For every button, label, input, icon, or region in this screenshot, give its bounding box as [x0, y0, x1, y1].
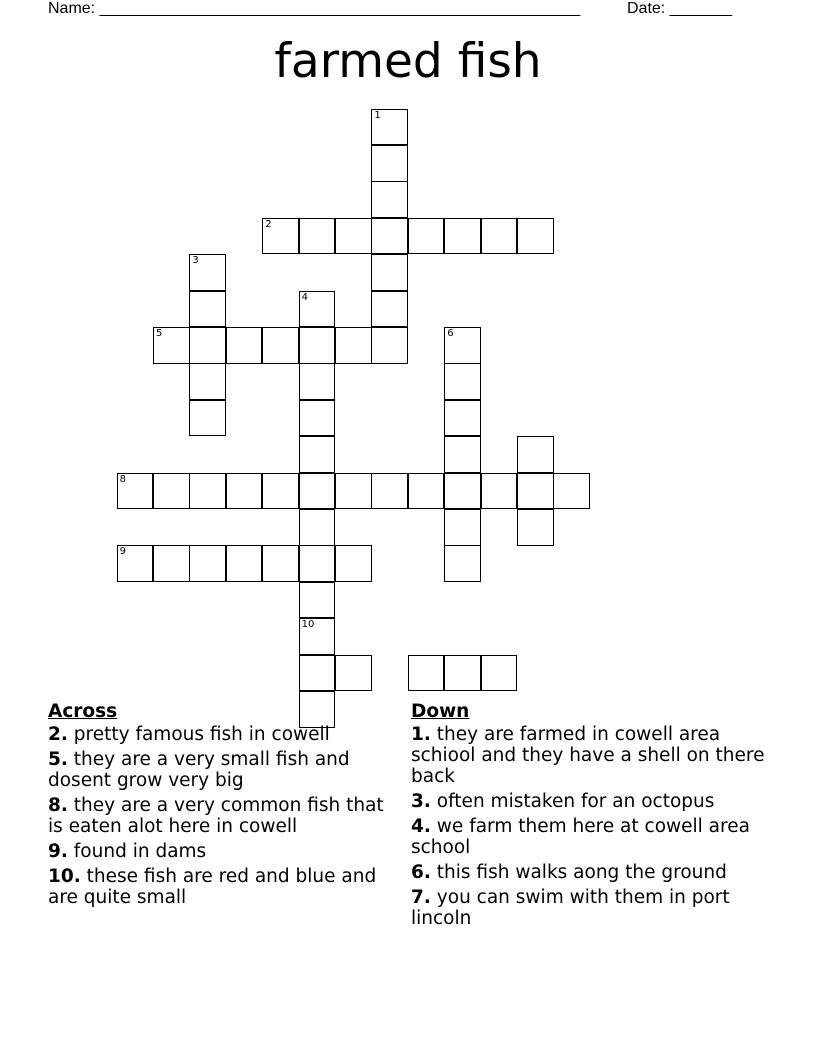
- across-clue: [48, 724, 398, 745]
- grid-cell[interactable]: [299, 545, 336, 582]
- grid-cell[interactable]: [299, 509, 336, 546]
- page-title: farmed fish: [274, 34, 542, 89]
- grid-cell[interactable]: [117, 545, 154, 582]
- grid-cell[interactable]: [517, 509, 554, 546]
- clue-text: found in dams: [73, 841, 207, 862]
- grid-cell[interactable]: [153, 473, 190, 510]
- down-clue: [411, 862, 771, 883]
- grid-cell[interactable]: [299, 363, 336, 400]
- grid-cell[interactable]: [299, 582, 336, 619]
- clue-number-label: 3: [192, 255, 199, 267]
- grid-cell[interactable]: [299, 400, 336, 437]
- down-clue: [411, 887, 771, 929]
- clue-number: 9.: [48, 841, 68, 862]
- grid-cell[interactable]: [444, 218, 481, 255]
- across-clues: [48, 701, 398, 912]
- clue-number: 3.: [411, 791, 431, 812]
- grid-cell[interactable]: [444, 655, 481, 692]
- clue-number: 7.: [411, 887, 431, 908]
- across-clue: [48, 866, 398, 908]
- grid-cell[interactable]: [335, 473, 372, 510]
- grid-cell[interactable]: [262, 218, 299, 255]
- grid-cell[interactable]: [444, 473, 481, 510]
- grid-cell[interactable]: [299, 655, 336, 692]
- grid-cell[interactable]: [262, 327, 299, 364]
- grid-cell[interactable]: [299, 291, 336, 328]
- across-clue: [48, 841, 398, 862]
- clue-number-label: 4: [301, 291, 308, 303]
- down-clues: [411, 701, 771, 933]
- grid-cell[interactable]: [481, 473, 518, 510]
- clue-number-label: 1: [374, 109, 381, 121]
- clue-number-label: 2: [265, 218, 272, 230]
- grid-cell[interactable]: [335, 545, 372, 582]
- clue-text: pretty famous fish in cowell: [73, 724, 330, 745]
- clue-number-label: 9: [119, 546, 126, 558]
- clue-number: 5.: [48, 749, 68, 770]
- clue-text: they are a very small fish and dosent grow very big: [48, 749, 350, 791]
- clue-number-label: 6: [447, 328, 454, 339]
- clue-number: 10.: [48, 866, 81, 887]
- grid-cell[interactable]: [335, 327, 372, 364]
- grid-cell[interactable]: [226, 545, 263, 582]
- grid-cell[interactable]: [481, 655, 518, 692]
- grid-cell[interactable]: [553, 473, 590, 510]
- grid-cell[interactable]: [408, 473, 445, 510]
- grid-cell[interactable]: [189, 545, 226, 582]
- grid-cell[interactable]: [371, 254, 408, 291]
- grid-cell[interactable]: [371, 327, 408, 364]
- grid-cell[interactable]: [444, 327, 481, 364]
- grid-cell[interactable]: [335, 218, 372, 255]
- grid-cell[interactable]: [371, 181, 408, 218]
- grid-cell[interactable]: [371, 109, 408, 146]
- clue-text: we farm them here at cowell area school: [411, 816, 750, 858]
- down-clue: [411, 791, 771, 812]
- clue-text: often mistaken for an octopus: [436, 791, 715, 812]
- grid-cell[interactable]: [335, 655, 372, 692]
- grid-cell[interactable]: [299, 436, 336, 473]
- grid-cell[interactable]: [226, 473, 263, 510]
- clue-text: you can swim with them in port lincoln: [411, 887, 730, 929]
- grid-cell[interactable]: [444, 545, 481, 582]
- across-clue: [48, 795, 398, 837]
- grid-cell[interactable]: [189, 254, 226, 291]
- grid-cell[interactable]: [517, 473, 554, 510]
- down-heading: Down: [411, 701, 470, 722]
- grid-cell[interactable]: [299, 327, 336, 364]
- grid-cell[interactable]: [189, 473, 226, 510]
- down-clue: [411, 816, 771, 858]
- grid-cell[interactable]: [444, 436, 481, 473]
- grid-cell[interactable]: [189, 327, 226, 364]
- grid-cell[interactable]: [408, 655, 445, 692]
- grid-cell[interactable]: [117, 473, 154, 510]
- grid-cell[interactable]: [371, 473, 408, 510]
- grid-cell[interactable]: [299, 218, 336, 255]
- grid-cell[interactable]: [481, 218, 518, 255]
- clue-number: 8.: [48, 795, 68, 816]
- clue-text: they are farmed in cowell area schiool and they have a shell on there back: [411, 724, 765, 787]
- grid-cell[interactable]: [371, 218, 408, 255]
- clue-number-label: 8: [119, 473, 126, 485]
- date-field[interactable]: Date: _______: [627, 0, 732, 17]
- clue-number: 6.: [411, 862, 431, 883]
- grid-cell[interactable]: [517, 436, 554, 473]
- grid-cell[interactable]: [517, 218, 554, 255]
- grid-cell[interactable]: [226, 327, 263, 364]
- clue-number: 1.: [411, 724, 431, 745]
- grid-cell[interactable]: [262, 473, 299, 510]
- grid-cell[interactable]: [189, 291, 226, 328]
- grid-cell[interactable]: [189, 400, 226, 437]
- clue-number: 2.: [48, 724, 68, 745]
- across-heading: Across: [48, 701, 118, 722]
- grid-cell[interactable]: [153, 545, 190, 582]
- name-field[interactable]: Name: ______________________________________________________: [48, 0, 581, 17]
- grid-cell[interactable]: [299, 473, 336, 510]
- grid-cell[interactable]: [262, 545, 299, 582]
- grid-cell[interactable]: [408, 218, 445, 255]
- grid-cell[interactable]: [371, 145, 408, 182]
- clue-text: these fish are red and blue and are quite small: [48, 866, 377, 908]
- clue-number-label: 5: [156, 328, 163, 339]
- grid-cell[interactable]: [371, 291, 408, 328]
- down-clue: [411, 724, 771, 787]
- grid-cell[interactable]: [444, 363, 481, 400]
- grid-cell[interactable]: [153, 327, 190, 364]
- grid-cell[interactable]: [299, 618, 336, 655]
- grid-cell[interactable]: [444, 400, 481, 437]
- clue-number: 4.: [411, 816, 431, 837]
- across-clue: [48, 749, 398, 791]
- clue-text: this fish walks aong the ground: [436, 862, 727, 883]
- grid-cell[interactable]: [444, 509, 481, 546]
- clue-number-label: 10: [301, 619, 315, 631]
- clue-text: they are a very common fish that is eaten alot here in cowell: [48, 795, 384, 837]
- grid-cell[interactable]: [189, 363, 226, 400]
